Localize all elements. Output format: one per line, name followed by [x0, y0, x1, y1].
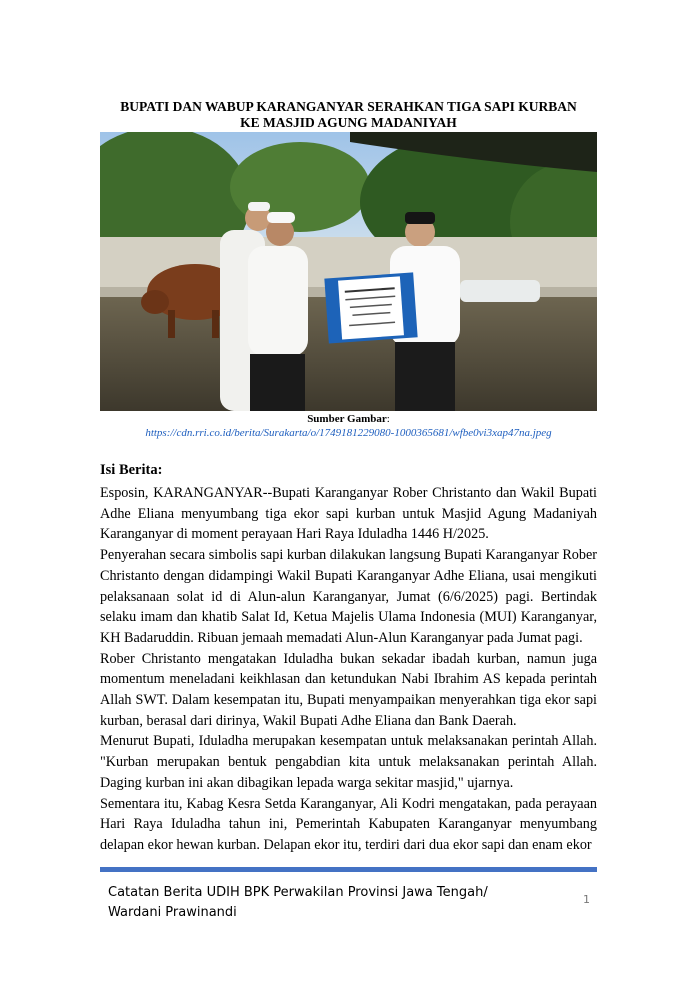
caption-label: Sumber Gambar	[307, 413, 387, 425]
caption-source-url[interactable]: https://cdn.rri.co.id/berita/Surakarta/o/1749181229080-1000365681/wfbe0vi3xap47na.jpeg	[145, 427, 552, 439]
footer-divider	[100, 867, 597, 872]
image-caption	[100, 412, 597, 440]
paragraph: Menurut Bupati, Iduladha merupakan kesempatan untuk melaksanakan perintah Allah. "Kurban merupakan bentuk pengabdian kita untuk melaksanakan perintah Allah. Daging kurban ini akan dibagikan lepada warga sekitar masjid," ujarnya.	[100, 733, 597, 791]
page-number: 1	[583, 893, 590, 906]
footer-line-1: Catatan Berita UDIH BPK Perwakilan Provinsi Jawa Tengah/	[108, 885, 488, 900]
section-heading: Isi Berita:	[100, 462, 163, 478]
footer-note	[108, 883, 528, 923]
article-body	[100, 483, 597, 856]
caption-colon: :	[386, 413, 390, 425]
paragraph: Rober Christanto mengatakan Iduladha bukan sekadar ibadah kurban, namun juga momentum meneladani keikhlasan dan ketundukan Nabi Ibrahim AS kepada perintah Allah SWT. Dalam kesempatan itu, Bupati menyampaikan menyerahkan tiga ekor sapi kurban, berasal dari dirinya, Wakil Bupati Adhe Eliana dan Bank Daerah.	[100, 650, 597, 729]
footer-line-2: Wardani Prawinandi	[108, 905, 237, 920]
news-photo	[100, 132, 597, 411]
paragraph: Esposin, KARANGANYAR--Bupati Karanganyar Rober Christanto dan Wakil Bupati Adhe Eliana menyumbang tiga ekor sapi kurban untuk Masjid Agung Madaniyah Karanganyar di moment perayaan Hari Raya Iduladha 1446 H/2025.	[100, 485, 597, 543]
title-line-1: BUPATI DAN WABUP KARANGANYAR SERAHKAN TIGA SAPI KURBAN	[120, 99, 577, 114]
paragraph: Penyerahan secara simbolis sapi kurban dilakukan langsung Bupati Karanganyar Rober Christanto dengan didampingi Wakil Bupati Karanganyar Adhe Eliana, usai mengikuti pelaksanaan solat id di Alun-alun Karanganyar, Jumat (6/6/2025) pagi. Bertindak selaku imam dan khatib Salat Id, Ketua Majelis Ulama Indonesia (MUI) Karanganyar, KH Badaruddin. Ribuan jemaah memadati Alun-Alun Karanganyar pada Jumat pagi.	[100, 547, 597, 646]
paragraph: Sementara itu, Kabag Kesra Setda Karanganyar, Ali Kodri mengatakan, pada perayaan Hari Raya Iduladha tahun ini, Pemerintah Kabupaten Karanganyar menyumbang delapan ekor hewan kurban. Delapan ekor itu, terdiri dari dua ekor sapi dan enam ekor	[100, 795, 597, 853]
title-line-2: KE MASJID AGUNG MADANIYAH	[240, 115, 457, 130]
document-title	[100, 99, 597, 131]
